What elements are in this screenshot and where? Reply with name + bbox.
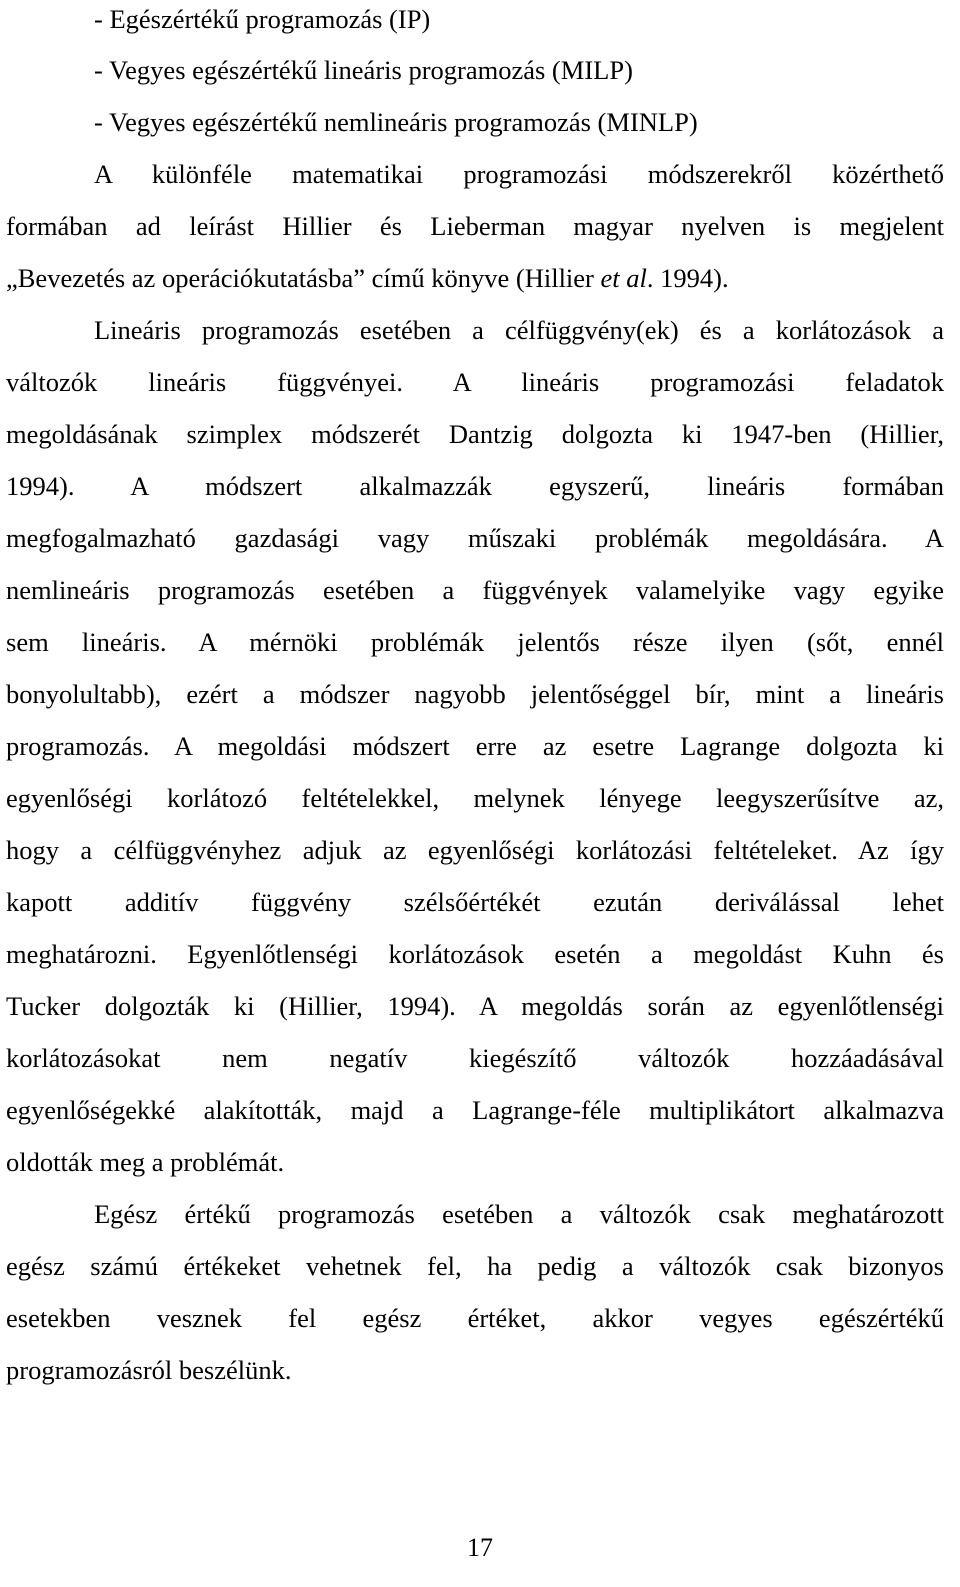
paragraph-line: [6, 258, 944, 298]
paragraph-line: egyenlőségekké alakították, majd a Lagrange-féle multiplikátort alkalmazva: [6, 1095, 944, 1125]
citation-text: . 1994).: [646, 263, 729, 293]
list-item: - Vegyes egészértékű nemlineáris programozás (MINLP): [94, 107, 698, 137]
paragraph-line: esetekben vesznek fel egész értéket, akkor vegyes egészértékű: [6, 1303, 944, 1333]
paragraph-line: megfogalmazható gazdasági vagy műszaki problémák megoldására. A: [6, 523, 944, 553]
paragraph-line: Tucker dolgozták ki (Hillier, 1994). A megoldás során az egyenlőtlenségi: [6, 991, 944, 1021]
paragraph-line: nemlineáris programozás esetében a függvények valamelyike vagy egyike: [6, 575, 944, 605]
paragraph-line: Lineáris programozás esetében a célfüggvény(ek) és a korlátozások a: [94, 315, 944, 345]
page-number: 17: [467, 1533, 493, 1562]
paragraph-line: meghatározni. Egyenlőtlenségi korlátozások esetén a megoldást Kuhn és: [6, 939, 944, 969]
paragraph-line: sem lineáris. A mérnöki problémák jelentős része ilyen (sőt, ennél: [6, 627, 944, 657]
list-item: - Egészértékű programozás (IP): [94, 4, 431, 34]
paragraph-line: korlátozásokat nem negatív kiegészítő változók hozzáadásával: [6, 1043, 944, 1073]
paragraph-line: programozás. A megoldási módszert erre az esetre Lagrange dolgozta ki: [6, 731, 944, 761]
paragraph-line: programozásról beszélünk.: [6, 1355, 292, 1385]
paragraph-line: A különféle matematikai programozási módszerekről közérthető: [94, 159, 944, 189]
paragraph-line: egyenlőségi korlátozó feltételekkel, melynek lényege leegyszerűsítve az,: [6, 783, 944, 813]
paragraph-line: oldották meg a problémát.: [6, 1147, 285, 1177]
paragraph-line: formában ad leírást Hillier és Lieberman magyar nyelven is megjelent: [6, 211, 944, 241]
citation-text: „Bevezetés az operációkutatásba” című könyve (Hillier: [6, 263, 601, 293]
paragraph-line: változók lineáris függvényei. A lineáris programozási feladatok: [6, 367, 944, 397]
citation-etal: et al: [600, 263, 647, 293]
paragraph-line: kapott additív függvény szélsőértékét ezután deriválással lehet: [6, 887, 944, 917]
paragraph-line: hogy a célfüggvényhez adjuk az egyenlőségi korlátozási feltételeket. Az így: [6, 835, 944, 865]
paragraph-line: egész számú értékeket vehetnek fel, ha pedig a változók csak bizonyos: [6, 1251, 944, 1281]
paragraph-line: megoldásának szimplex módszerét Dantzig dolgozta ki 1947-ben (Hillier,: [6, 419, 944, 449]
list-item: - Vegyes egészértékű lineáris programozás (MILP): [94, 55, 633, 85]
paragraph-line: 1994). A módszert alkalmazzák egyszerű, lineáris formában: [6, 471, 944, 501]
paragraph-line: Egész értékű programozás esetében a változók csak meghatározott: [94, 1199, 944, 1229]
paragraph-line: bonyolultabb), ezért a módszer nagyobb jelentőséggel bír, mint a lineáris: [6, 679, 944, 709]
